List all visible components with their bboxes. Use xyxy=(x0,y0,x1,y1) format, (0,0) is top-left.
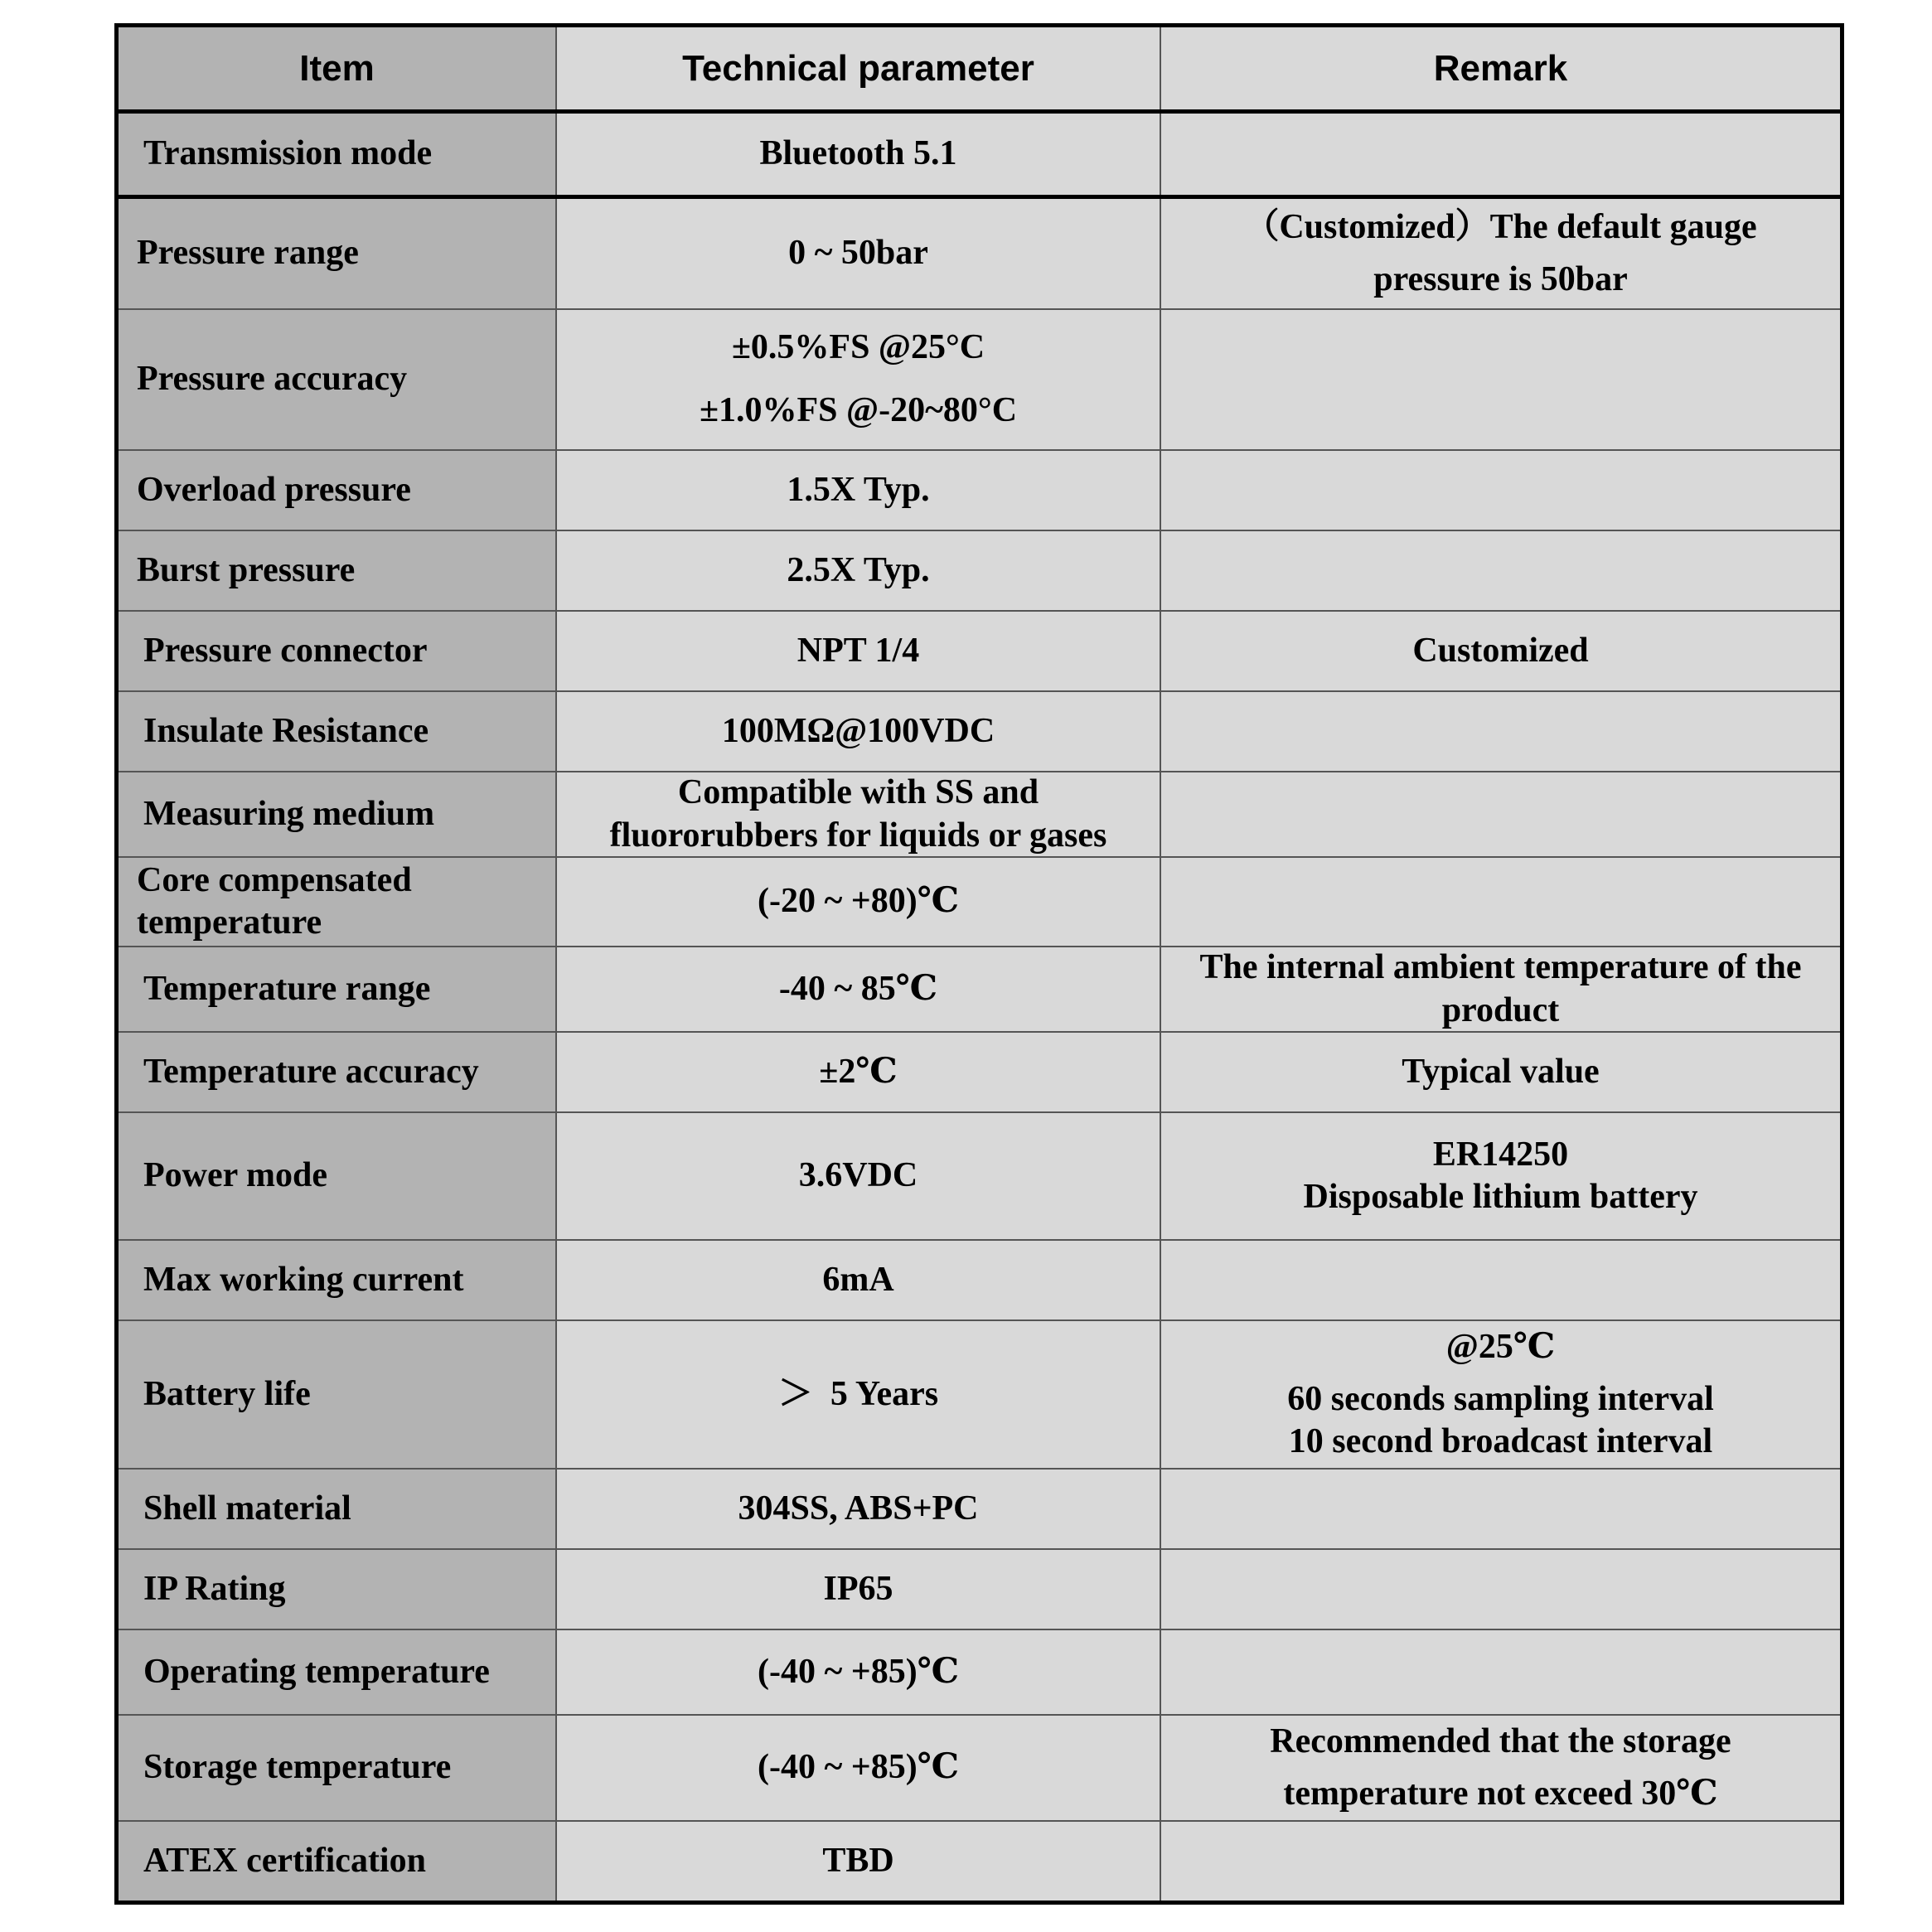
parameter-text: 6mA xyxy=(822,1260,894,1299)
parameter-cell xyxy=(557,1716,1161,1820)
remark-cell xyxy=(1161,1716,1840,1820)
header-remark-label: Remark xyxy=(1433,47,1568,89)
parameter-text: -40 ~ 85℃ xyxy=(778,969,938,1008)
parameter-text: TBD xyxy=(822,1841,894,1880)
parameter-text: ＞ 5 Years xyxy=(777,1374,939,1413)
parameter-text: 304SS, ABS+PC xyxy=(738,1489,979,1528)
item-text: Insulate Resistance xyxy=(143,711,429,750)
table-row xyxy=(119,947,1840,1033)
table-row xyxy=(119,310,1840,451)
remark-cell xyxy=(1161,692,1840,771)
parameter-text: 0 ~ 50bar xyxy=(788,234,928,273)
parameter-cell xyxy=(557,1113,1161,1239)
remark-text: pressure is 50bar xyxy=(1373,260,1628,298)
parameter-cell xyxy=(557,947,1161,1031)
remark-text: Disposable lithium battery xyxy=(1303,1178,1698,1216)
item-text: Battery life xyxy=(143,1374,311,1413)
item-text: ATEX certification xyxy=(143,1841,426,1880)
remark-cell xyxy=(1161,612,1840,690)
parameter-text: 2.5X Typ. xyxy=(787,550,930,589)
parameter-text: 3.6VDC xyxy=(798,1156,918,1195)
header-item-label: Item xyxy=(299,47,375,89)
item-cell xyxy=(119,199,557,308)
table-row xyxy=(119,612,1840,692)
parameter-text: Compatible with SS and xyxy=(677,773,1039,812)
item-text: Temperature range xyxy=(143,969,431,1008)
item-cell xyxy=(119,1470,557,1548)
parameter-cell xyxy=(557,1241,1161,1319)
spec-table xyxy=(114,23,1844,1905)
remark-cell xyxy=(1161,1470,1840,1548)
item-cell xyxy=(119,1241,557,1319)
item-cell xyxy=(119,692,557,771)
remark-text: Recommended that the storage xyxy=(1270,1722,1731,1760)
table-row xyxy=(119,1716,1840,1822)
parameter-text: fluororubbers for liquids or gases xyxy=(609,816,1107,855)
table-row xyxy=(119,199,1840,310)
remark-text: temperature not exceed 30℃ xyxy=(1283,1775,1718,1813)
remark-cell xyxy=(1161,947,1840,1031)
parameter-text: (-40 ~ +85)℃ xyxy=(757,1748,960,1787)
item-cell xyxy=(119,1113,557,1239)
remark-text: 60 seconds sampling interval xyxy=(1287,1379,1714,1418)
item-text: Overload pressure xyxy=(137,470,411,509)
parameter-text: ±1.0%FS @-20~80°C xyxy=(699,391,1018,429)
remark-text: @25℃ xyxy=(1445,1327,1556,1366)
parameter-text: ±0.5%FS @25°C xyxy=(731,328,985,367)
item-text: temperature xyxy=(137,903,322,942)
item-text: Burst pressure xyxy=(137,550,356,589)
item-text: Pressure connector xyxy=(143,631,428,670)
table-row xyxy=(119,1550,1840,1630)
remark-cell xyxy=(1161,1822,1840,1901)
remark-text: Customized xyxy=(1412,631,1589,670)
item-cell xyxy=(119,114,557,195)
item-text: Core compensated xyxy=(137,860,412,899)
table-row xyxy=(119,858,1840,947)
item-text: Transmission mode xyxy=(143,134,433,173)
remark-cell xyxy=(1161,1113,1840,1239)
parameter-cell xyxy=(557,1550,1161,1629)
parameter-cell xyxy=(557,1033,1161,1111)
parameter-text: (-40 ~ +85)℃ xyxy=(757,1652,960,1691)
table-row xyxy=(119,1630,1840,1716)
remark-cell xyxy=(1161,199,1840,308)
table-row xyxy=(119,114,1840,199)
item-cell xyxy=(119,451,557,530)
parameter-cell xyxy=(557,199,1161,308)
remark-cell xyxy=(1161,1241,1840,1319)
item-cell xyxy=(119,947,557,1031)
parameter-text: Bluetooth 5.1 xyxy=(759,134,957,173)
item-cell xyxy=(119,1033,557,1111)
parameter-text: NPT 1/4 xyxy=(797,631,920,670)
parameter-cell xyxy=(557,1321,1161,1468)
parameter-cell xyxy=(557,858,1161,946)
remark-cell xyxy=(1161,310,1840,449)
remark-cell xyxy=(1161,1630,1840,1714)
parameter-text: (-20 ~ +80)℃ xyxy=(757,882,960,921)
item-cell xyxy=(119,1822,557,1901)
item-text: Operating temperature xyxy=(143,1652,490,1691)
parameter-text: IP65 xyxy=(823,1569,893,1608)
item-cell xyxy=(119,772,557,856)
item-text: Max working current xyxy=(143,1260,464,1299)
remark-cell xyxy=(1161,1550,1840,1629)
remark-text: 10 second broadcast interval xyxy=(1288,1422,1713,1461)
remark-text: ER14250 xyxy=(1432,1135,1569,1174)
item-cell xyxy=(119,310,557,449)
parameter-cell xyxy=(557,531,1161,610)
parameter-cell xyxy=(557,310,1161,449)
item-text: Storage temperature xyxy=(143,1748,452,1787)
remark-text: Typical value xyxy=(1402,1052,1600,1091)
item-cell xyxy=(119,1321,557,1468)
remark-text: product xyxy=(1441,990,1560,1029)
remark-cell xyxy=(1161,451,1840,530)
table-row xyxy=(119,692,1840,772)
remark-text: The internal ambient temperature of the xyxy=(1199,948,1802,987)
remark-cell xyxy=(1161,114,1840,195)
parameter-cell xyxy=(557,692,1161,771)
remark-cell xyxy=(1161,858,1840,946)
remark-cell xyxy=(1161,1033,1840,1111)
parameter-cell xyxy=(557,1470,1161,1548)
item-text: Measuring medium xyxy=(143,794,435,833)
parameter-text: 1.5X Typ. xyxy=(787,470,930,509)
table-row xyxy=(119,1321,1840,1470)
table-row xyxy=(119,1113,1840,1241)
item-text: Shell material xyxy=(143,1489,351,1528)
item-text: IP Rating xyxy=(143,1569,286,1608)
table-row xyxy=(119,451,1840,531)
table-row xyxy=(119,1033,1840,1113)
parameter-cell xyxy=(557,1822,1161,1901)
parameter-cell xyxy=(557,451,1161,530)
item-cell xyxy=(119,1716,557,1820)
table-row xyxy=(119,772,1840,858)
parameter-cell xyxy=(557,772,1161,856)
remark-cell xyxy=(1161,531,1840,610)
table-row xyxy=(119,1470,1840,1550)
table-row xyxy=(119,1822,1840,1901)
parameter-cell xyxy=(557,1630,1161,1714)
header-parameter xyxy=(557,27,1161,109)
remark-text: （Customized）The default gauge xyxy=(1244,208,1757,246)
item-text: Power mode xyxy=(143,1156,327,1195)
table-row xyxy=(119,531,1840,612)
header-item xyxy=(119,27,557,109)
remark-cell xyxy=(1161,1321,1840,1468)
header-parameter-label: Technical parameter xyxy=(682,47,1034,89)
parameter-cell xyxy=(557,114,1161,195)
item-text: Pressure accuracy xyxy=(137,360,408,399)
item-cell xyxy=(119,531,557,610)
item-cell xyxy=(119,1630,557,1714)
item-text: Pressure range xyxy=(137,234,359,273)
parameter-cell xyxy=(557,612,1161,690)
parameter-text: 100MΩ@100VDC xyxy=(721,711,995,750)
table-row xyxy=(119,1241,1840,1321)
parameter-text: ±2℃ xyxy=(819,1052,898,1091)
item-cell xyxy=(119,612,557,690)
item-cell xyxy=(119,858,557,946)
item-text: Temperature accuracy xyxy=(143,1052,479,1091)
header-remark xyxy=(1161,27,1840,109)
remark-cell xyxy=(1161,772,1840,856)
item-cell xyxy=(119,1550,557,1629)
table-header-row xyxy=(119,27,1840,114)
